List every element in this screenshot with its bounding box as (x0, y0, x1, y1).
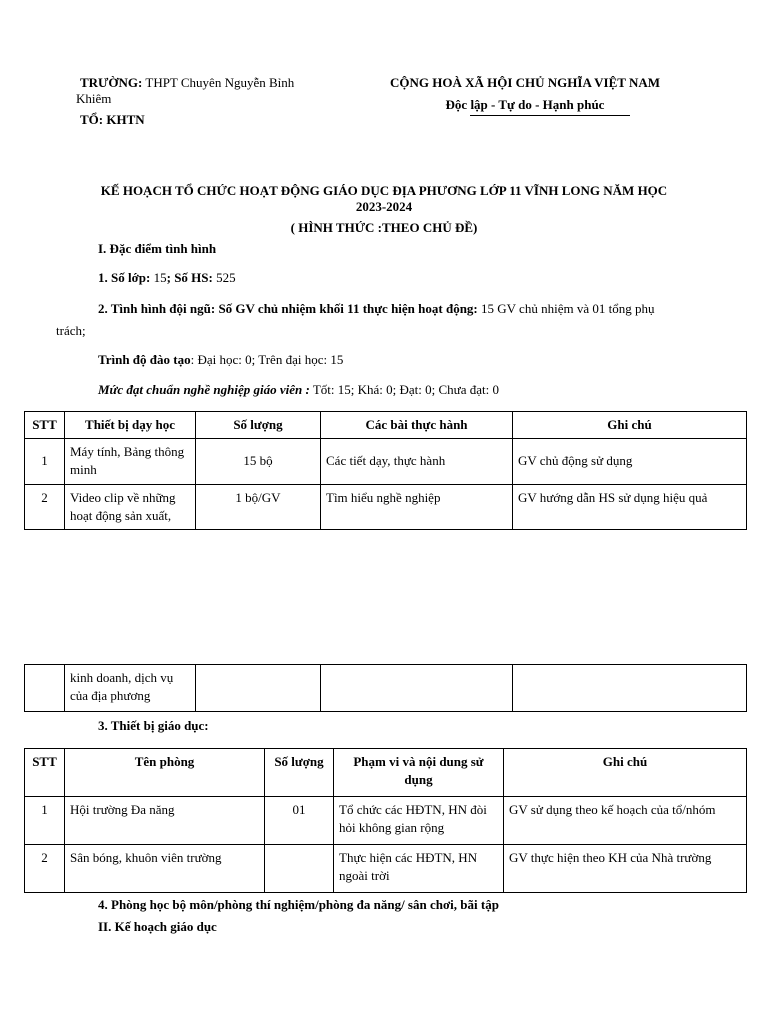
doc-subtitle: ( HÌNH THỨC :THEO CHỦ ĐỀ) (290, 220, 478, 235)
motto-underline (470, 115, 630, 116)
nation-title: CỘNG HOÀ XÃ HỘI CHỦ NGHĨA VIỆT NAM (389, 75, 661, 90)
col-header: STT (25, 412, 65, 439)
table-cell: GV thực hiện theo KH của Nhà trường (504, 845, 747, 893)
table-cell: 2 (25, 484, 65, 529)
table-row (25, 797, 747, 845)
training-level: Trình độ đào tạo: Đại học: 0; Trên đại học: 15 (98, 352, 344, 367)
table-cell: 1 (25, 439, 65, 484)
table-cell: 01 (265, 797, 334, 845)
teacher-standard: Mức đạt chuẩn nghề nghiệp giáo viên : Tốt: 15; Khá: 0; Đạt: 0; Chưa đạt: 0 (98, 382, 499, 397)
col-header: Phạm vi và nội dung sử dụng (334, 749, 504, 797)
motto: Độc lập - Tự do - Hạnh phúc (445, 97, 605, 112)
table-cell: Sân bóng, khuôn viên trường (65, 845, 265, 893)
school-name-cont: Khiêm (76, 91, 112, 106)
school-label: TRƯỜNG: (80, 75, 143, 90)
table-row (25, 439, 747, 484)
table-cell: Các tiết dạy, thực hành (321, 439, 513, 484)
table-cell: Máy tính, Bảng thông minh (65, 439, 196, 484)
staff-status-cont: trách; (56, 323, 86, 338)
col-header: STT (25, 749, 65, 797)
school-header (80, 75, 350, 92)
table-cell: 15 bộ (196, 439, 321, 484)
table-cell: 1 (25, 797, 65, 845)
table-cell: Thực hiện các HĐTN, HN ngoài trời (334, 845, 504, 893)
section1-heading: I. Đặc điểm tình hình (98, 241, 217, 256)
table-cell: GV chủ động sử dụng (513, 439, 747, 484)
table-row (25, 845, 747, 893)
table-cell: Tổ chức các HĐTN, HN đòi hỏi không gian rộng (334, 797, 504, 845)
col-header: Số lượng (265, 749, 334, 797)
table-cell (321, 665, 513, 712)
table-cell: 2 (25, 845, 65, 893)
table-cell: Video clip về những hoạt động sản xuất, (65, 484, 196, 529)
table-row (25, 484, 747, 529)
section-ii-heading: II. Kế hoạch giáo dục (98, 919, 217, 934)
table-cell: GV sử dụng theo kế hoạch của tổ/nhóm (504, 797, 747, 845)
doc-title-line1: KẾ HOẠCH TỔ CHỨC HOẠT ĐỘNG GIÁO DỤC ĐỊA PHƯƠNG LỚP 11 VĨNH LONG NĂM HỌC (100, 183, 668, 198)
table-cell: Hội trường Đa năng (65, 797, 265, 845)
col-header: Các bài thực hành (321, 412, 513, 439)
section4-heading: 4. Phòng học bộ môn/phòng thí nghiệm/phòng đa năng/ sân chơi, bãi tập (98, 897, 499, 912)
col-header: Thiết bị dạy học (65, 412, 196, 439)
col-header: Ghi chú (513, 412, 747, 439)
table-cell (25, 665, 65, 712)
table-cell: Tìm hiểu nghề nghiệp (321, 484, 513, 529)
class-count: 1. Số lớp: 15; Số HS: 525 (98, 270, 236, 285)
staff-status: 2. Tình hình đội ngũ: Số GV chủ nhiệm khối 11 thực hiện hoạt động: 15 GV chủ nhiệm và 01 tổng phụ (98, 301, 655, 316)
col-header: Ghi chú (504, 749, 747, 797)
col-header: Số lượng (196, 412, 321, 439)
table-cell: GV hướng dẫn HS sử dụng hiệu quả (513, 484, 747, 529)
col-header: Tên phòng (65, 749, 265, 797)
doc-title-line2: 2023-2024 (355, 199, 413, 214)
table-row (25, 665, 747, 712)
facilities-table (24, 748, 747, 893)
equipment-table-header (25, 412, 747, 439)
department: TỔ: KHTN (80, 112, 145, 127)
table-cell (265, 845, 334, 893)
table-cell: 1 bộ/GV (196, 484, 321, 529)
equipment-table-continued (24, 664, 747, 712)
table-cell (513, 665, 747, 712)
facilities-table-header (25, 749, 747, 797)
table-cell (196, 665, 321, 712)
school-name: THPT Chuyên Nguyễn Bỉnh (145, 75, 295, 90)
equipment-table (24, 411, 747, 530)
table-cell: kinh doanh, dịch vụ của địa phương (65, 665, 196, 712)
section3-heading: 3. Thiết bị giáo dục: (98, 718, 209, 733)
